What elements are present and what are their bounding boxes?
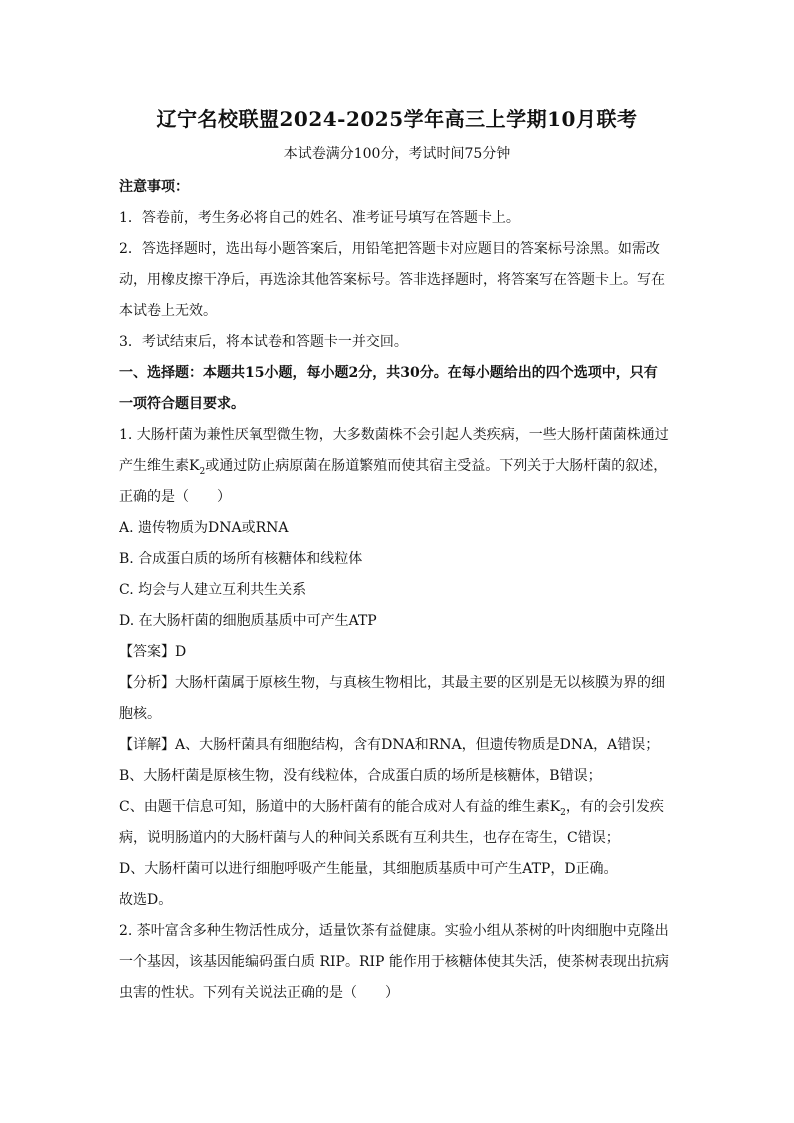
section-heading-line-1: 一、选择题：本题共15小题，每小题2分，共30分。在每小题给出的四个选项中，只有 — [119, 365, 658, 381]
question-1-detail-line-3-part-b: ，有的会引发疾 — [565, 799, 664, 815]
question-1-line-2-part-a: 产生维生素K — [119, 458, 200, 474]
question-1-option-a: A. 遗传物质为DNA或RNA — [119, 520, 289, 536]
question-1-option-d: D. 在大肠杆菌的细胞质基质中可产生ATP — [119, 613, 377, 629]
question-1-analysis-line-1: 【分析】大肠杆菌属于原核生物，与真核生物相比，其最主要的区别是无以核膜为界的细 — [119, 675, 665, 691]
exam-subtitle: 本试卷满分100分，考试时间75分钟 — [283, 146, 511, 162]
question-1-option-c: C. 均会与人建立互利共生关系 — [119, 582, 307, 598]
exam-title: 辽宁名校联盟2024-2025学年高三上学期10月联考 — [156, 107, 638, 131]
question-1-detail-line-5: D、大肠杆菌可以进行细胞呼吸产生能量，其细胞质基质中可产生ATP，D正确。 — [119, 861, 618, 877]
notice-heading: 注意事项： — [119, 179, 189, 195]
notice-item-3: 3．考试结束后，将本试卷和答题卡一并交回。 — [119, 334, 408, 350]
question-1-line-3: 正确的是（ ） — [119, 489, 231, 505]
question-1-detail-line-3-part-a: C、由题干信息可知，肠道中的大肠杆菌有的能合成对人有益的维生素K — [119, 799, 561, 815]
question-1-conclusion: 故选D。 — [119, 892, 173, 908]
question-2-line-1: 2. 茶叶富含多种生物活性成分，适量饮茶有益健康。实验小组从茶树的叶肉细胞中克隆出 — [119, 923, 669, 939]
notice-item-2-line-3: 本试卷上无效。 — [119, 303, 217, 319]
question-2-line-3: 虫害的性状。下列有关说法正确的是（ ） — [119, 985, 399, 1001]
question-1-option-b: B. 合成蛋白质的场所有核糖体和线粒体 — [119, 551, 363, 567]
question-1-detail-line-1: 【详解】A、大肠杆菌具有细胞结构，含有DNA和RNA，但遗传物质是DNA，A错误； — [119, 737, 660, 753]
question-2-line-2: 一个基因，该基因能编码蛋白质 RIP。RIP 能作用于核糖体使其失活，使茶树表现出抗病 — [119, 954, 669, 970]
question-1-detail-line-4: 病，说明肠道内的大肠杆菌与人的种间关系既有互利共生，也存在寄生，C错误； — [119, 830, 620, 846]
question-1-detail-line-2: B、大肠杆菌是原核生物，没有线粒体，合成蛋白质的场所是核糖体，B错误； — [119, 768, 602, 784]
notice-item-2-line-1: 2．答选择题时，选出每小题答案后，用铅笔把答题卡对应题目的答案标号涂黑。如需改 — [119, 241, 660, 257]
question-1-line-1: 1. 大肠杆菌为兼性厌氧型微生物，大多数菌株不会引起人类疾病，一些大肠杆菌菌株通过 — [119, 427, 669, 443]
notice-item-2-line-2: 动，用橡皮擦干净后，再选涂其他答案标号。答非选择题时，将答案写在答题卡上。写在 — [119, 272, 665, 288]
question-1-subscript: 2 — [199, 466, 206, 477]
section-heading-line-2: 一项符合题目要求。 — [119, 396, 245, 412]
document-body — [119, 172, 679, 1009]
question-1-detail-line-3 — [119, 792, 679, 823]
question-1-line-2-part-b: 或通过防止病原菌在肠道繁殖而使其宿主受益。下列关于大肠杆菌的叙述， — [205, 458, 668, 474]
question-1-detail-subscript: 2 — [560, 807, 566, 818]
question-1-answer: 【答案】D — [119, 644, 187, 660]
question-1-analysis-line-2: 胞核。 — [119, 706, 161, 722]
notice-item-1: 1．答卷前，考生务必将自己的姓名、准考证号填写在答题卡上。 — [119, 210, 520, 226]
question-1-line-2 — [119, 451, 679, 482]
